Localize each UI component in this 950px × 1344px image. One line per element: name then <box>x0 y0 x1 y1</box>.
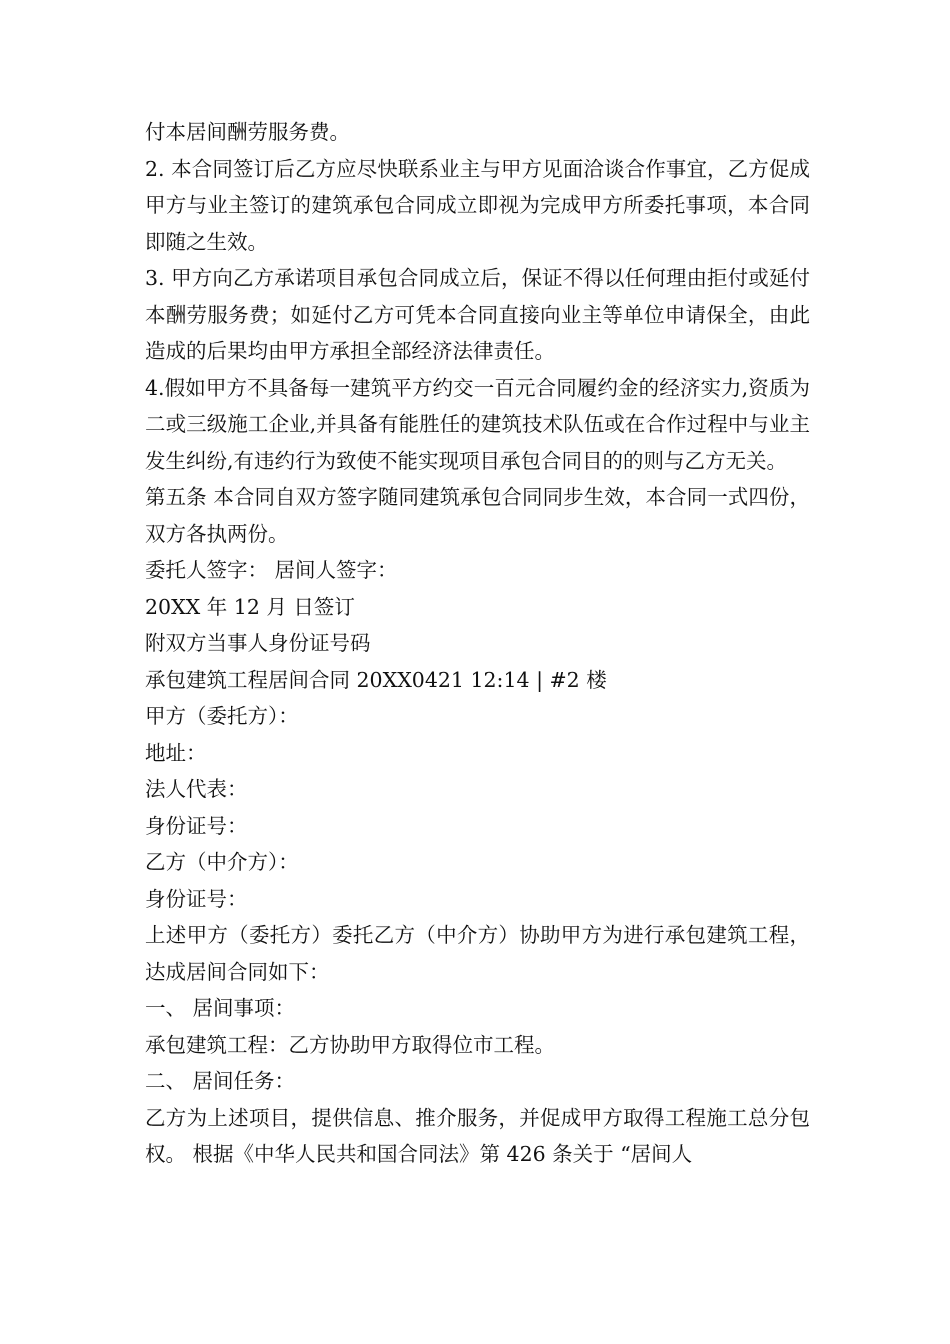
party-b-label: 乙方（中介方）： <box>145 850 299 874</box>
document-body <box>145 114 810 1173</box>
paragraph-1: 付本居间酬劳服务费。 <box>145 120 350 144</box>
preamble-paragraph: 上述甲方（委托方）委托乙方（中介方）协助甲方为进行承包建筑工程，达成居间合同如下： <box>145 923 810 984</box>
signing-date: 20XX 年 12 月 日签订 <box>145 594 355 619</box>
party-a-label: 甲方（委托方）： <box>145 704 299 728</box>
paragraph-2: 2. 本合同签订后乙方应尽快联系业主与甲方见面洽谈合作事宜，乙方促成甲方与业主签订的建筑承包合同成立即视为完成甲方所委托事项，本合同即随之生效。 <box>145 156 810 254</box>
legal-rep-label: 法人代表： <box>145 777 248 801</box>
paragraph-article-5: 第五条 本合同自双方签字随同建筑承包合同同步生效，本合同一式四份，双方各执两份。 <box>145 485 810 546</box>
section-2-heading: 二、 居间任务： <box>145 1069 296 1093</box>
section-2-body: 乙方为上述项目，提供信息、推介服务，并促成甲方取得工程施工总分包权。 根据《中华人民共和国合同法》第 426 条关于 “居间人 <box>145 1105 810 1166</box>
party-a-id-label: 身份证号： <box>145 813 248 838</box>
address-label: 地址： <box>145 740 207 765</box>
id-number-note: 附双方当事人身份证号码 <box>145 631 371 655</box>
section-1-heading: 一、 居间事项： <box>145 996 296 1020</box>
second-contract-title: 承包建筑工程居间合同 20XX0421 12:14 | #2 楼 <box>145 667 607 692</box>
signature-line: 委托人签字： 居间人签字： <box>145 558 398 582</box>
party-b-id-label: 身份证号： <box>145 886 248 911</box>
paragraph-4: 4.假如甲方不具备每一建筑平方约交一百元合同履约金的经济实力,资质为二或三级施工企业,并具备有能胜任的建筑技术队伍或在合作过程中与业主发生纠纷,有违约行为致使不能实现项目承包合同目的的则与乙方无关。 <box>145 375 810 473</box>
paragraph-3: 3. 甲方向乙方承诺项目承包合同成立后，保证不得以任何理由拒付或延付本酬劳服务费；如延付乙方可凭本合同直接向业主等单位申请保全，由此造成的后果均由甲方承担全部经济法律责任。 <box>145 266 810 363</box>
section-1-body: 承包建筑工程：乙方协助甲方取得位市工程。 <box>145 1032 555 1057</box>
